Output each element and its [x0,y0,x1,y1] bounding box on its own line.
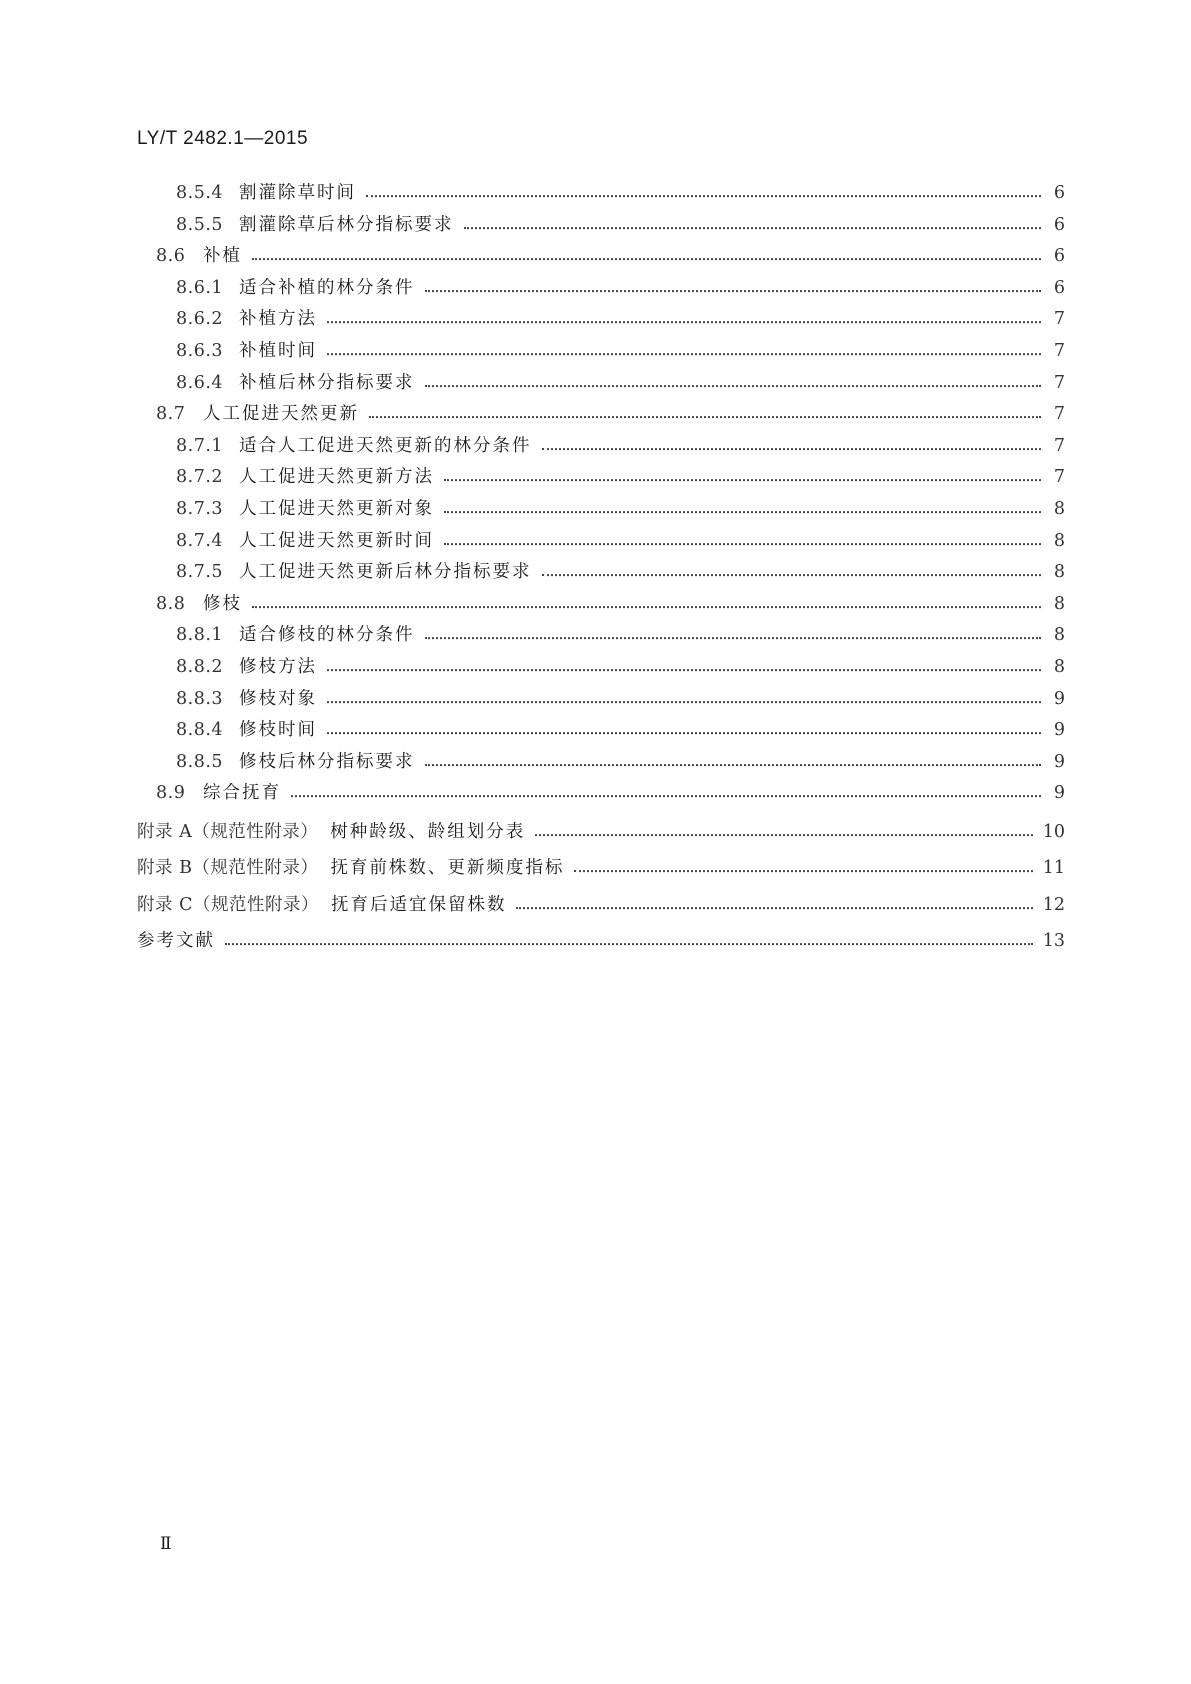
toc-entry[interactable] [137,273,1065,305]
dot-leader [291,785,1041,798]
toc-entry[interactable] [137,336,1065,368]
toc-entry-page: 6 [1053,277,1065,298]
toc-entry[interactable] [137,494,1065,526]
dot-leader [425,279,1042,292]
toc-entry-number: 8.5.5 [176,214,224,235]
toc-entry-number: 8.9 [156,783,186,804]
dot-leader [425,627,1042,640]
toc-entry-number: 8.7.4 [176,530,224,551]
toc-entry-number: 8.6.1 [176,277,224,298]
dot-leader [542,437,1042,450]
dot-leader [327,690,1041,703]
toc-entry[interactable] [137,778,1065,810]
toc-entry[interactable] [137,368,1065,400]
toc-entry-number: 8.8 [156,593,186,614]
toc-appendix-label: 附录 B（规范性附录） [137,858,319,879]
dot-leader [425,753,1042,766]
toc-entry[interactable] [137,431,1065,463]
dot-leader [366,185,1041,198]
toc-entry-page: 13 [1042,931,1065,952]
toc-entry-number: 8.5.4 [176,183,224,203]
toc-appendix-label: 附录 A（规范性附录） [137,821,319,842]
toc-entry[interactable] [137,241,1065,273]
dot-leader [535,824,1033,837]
toc-entry-page: 8 [1053,562,1065,583]
toc-entry-page: 9 [1053,688,1065,709]
toc-entry-title: 割灌除草时间 [239,183,356,203]
toc-entry-page: 6 [1053,183,1065,203]
dot-leader [444,532,1041,545]
toc-entry-title: 修枝 [203,593,242,614]
toc-entry-page: 10 [1042,821,1065,842]
page-number-roman: Ⅱ [160,1534,172,1554]
toc-entry-number: 8.6.4 [176,372,224,393]
toc-entry-title: 修枝后林分指标要求 [239,751,415,772]
toc-entry-page: 9 [1053,751,1065,772]
toc-entry[interactable] [137,684,1065,716]
toc-entry-number: 8.6.3 [176,340,224,361]
toc-entry-page: 8 [1053,498,1065,519]
toc-entry-page: 7 [1053,340,1065,361]
toc-entry-number: 8.8.4 [176,720,224,741]
toc-entry[interactable] [137,178,1065,210]
dot-leader [425,374,1042,387]
toc-appendix-label: 附录 C（规范性附录） [137,894,319,915]
toc-entry-number: 8.8.3 [176,688,224,709]
toc-entry-title: 补植方法 [239,309,317,330]
toc-entry-title: 抚育前株数、更新频度指标 [330,858,565,879]
toc-entry-page: 6 [1053,246,1065,267]
toc-entry[interactable] [137,557,1065,589]
toc-entry-page: 8 [1053,625,1065,646]
dot-leader [574,860,1032,873]
toc-entry-title: 修枝时间 [239,720,317,741]
toc-entry-title: 人工促进天然更新对象 [239,498,434,519]
toc-entry-title: 补植 [203,246,242,267]
dot-leader [327,311,1041,324]
toc-entry-title: 树种龄级、龄组划分表 [330,821,526,842]
toc-entry-number: 8.6.2 [176,309,224,330]
toc-entry-page: 9 [1053,720,1065,741]
toc-entry-title: 适合人工促进天然更新的林分条件 [239,435,532,456]
toc-entry-title: 人工促进天然更新 [203,404,359,425]
toc-entry-number: 8.7 [156,404,186,425]
dot-leader [327,343,1041,356]
toc-references-entry[interactable] [137,923,1065,960]
dot-leader [464,216,1042,229]
toc-entry-page: 8 [1053,530,1065,551]
toc-entry-page: 7 [1053,467,1065,488]
toc-entry-title: 割灌除草后林分指标要求 [239,214,454,235]
standard-code: LY/T 2482.1—2015 [137,128,309,149]
toc-appendix-entry[interactable] [137,850,1065,887]
toc-entry-page: 11 [1042,858,1065,879]
dot-leader [225,933,1033,946]
dot-leader [327,659,1041,672]
toc-entry-page: 7 [1053,435,1065,456]
toc-entry-page: 7 [1053,404,1065,425]
toc-entry-page: 6 [1053,214,1065,235]
dot-leader [252,248,1041,261]
toc-entry-title: 补植后林分指标要求 [239,372,415,393]
dot-leader [444,501,1041,514]
toc-entry-number: 8.7.5 [176,562,224,583]
dot-leader [252,595,1041,608]
toc-entry-page: 12 [1042,894,1065,915]
dot-leader [516,897,1032,910]
toc-entry-number: 8.8.2 [176,656,224,677]
toc-appendix-entry[interactable] [137,887,1065,924]
toc-entry-title: 修枝方法 [239,656,317,677]
toc-entry-number: 8.8.5 [176,751,224,772]
toc-entry[interactable] [137,399,1065,431]
toc-entry-title: 综合抚育 [203,783,281,804]
toc-entry-title: 补植时间 [239,340,317,361]
table-of-contents [137,178,1065,960]
toc-entry[interactable] [137,526,1065,558]
toc-entry-number: 8.7.3 [176,498,224,519]
toc-entry-number: 8.7.2 [176,467,224,488]
toc-entry-number: 8.6 [156,246,186,267]
toc-appendix-entry[interactable] [137,814,1065,851]
toc-entry-title: 人工促进天然更新后林分指标要求 [239,562,532,583]
dot-leader [542,564,1042,577]
dot-leader [369,406,1041,419]
toc-entry[interactable] [137,589,1065,621]
toc-entry-title: 人工促进天然更新方法 [239,467,434,488]
toc-entry-page: 7 [1053,372,1065,393]
toc-entry-title: 修枝对象 [239,688,317,709]
dot-leader [327,722,1041,735]
toc-entry[interactable] [137,620,1065,652]
toc-entry[interactable] [137,210,1065,242]
toc-entry-title: 抚育后适宜保留株数 [330,894,507,915]
toc-entry-page: 8 [1053,593,1065,614]
toc-entry-number: 8.8.1 [176,625,224,646]
toc-entry[interactable] [137,652,1065,684]
toc-entry-title: 参考文献 [137,931,215,952]
toc-entry[interactable] [137,462,1065,494]
toc-entry-page: 9 [1053,783,1065,804]
toc-entry[interactable] [137,715,1065,747]
toc-entry-page: 7 [1053,309,1065,330]
toc-entry[interactable] [137,304,1065,336]
toc-entry-number: 8.7.1 [176,435,224,456]
toc-entry-title: 人工促进天然更新时间 [239,530,434,551]
toc-entry[interactable] [137,747,1065,779]
toc-entry-title: 适合补植的林分条件 [239,277,415,298]
toc-entry-page: 8 [1053,656,1065,677]
toc-entry-title: 适合修枝的林分条件 [239,625,415,646]
dot-leader [444,469,1041,482]
